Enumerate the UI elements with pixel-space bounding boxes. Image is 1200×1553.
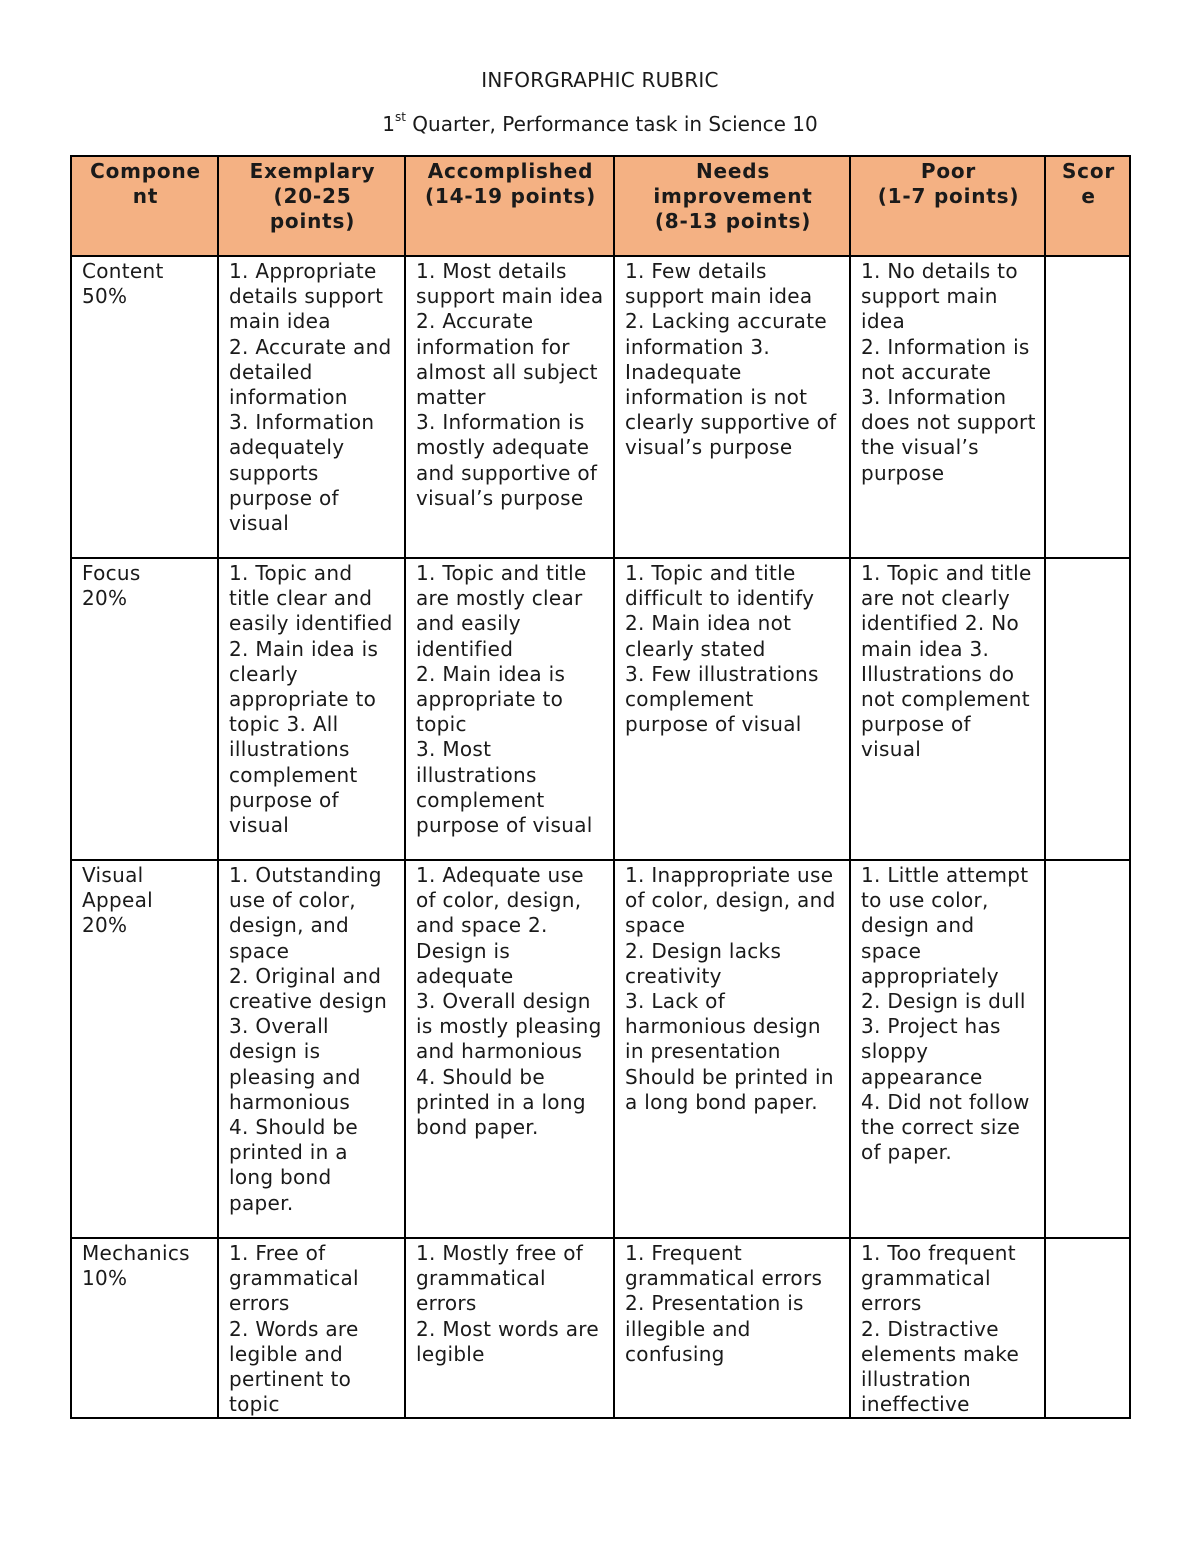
header-line: nt (132, 184, 159, 209)
cell-line: 2. Accurate information for almost all subject matter (416, 309, 598, 410)
cell-line: 3. Overall design is pleasing and harmonious (229, 1014, 361, 1114)
header-line: (20-25 (273, 184, 352, 209)
header-line: (8-13 points) (654, 209, 812, 234)
score-cell[interactable] (1045, 558, 1130, 860)
cell-line: 3. Few illustrations complement purpose of visual (625, 661, 819, 737)
cell-line: 2. Lacking accurate information 3. Inadequate information is not clearly supportive of visual’s purpose (625, 309, 837, 460)
cell-line: Visual (82, 863, 144, 887)
cell-line: 1. Topic and title are mostly clear and easily identified (416, 561, 587, 661)
cell-line: Mechanics (82, 1241, 190, 1265)
subtitle-text: Quarter, Performance task in Science 10 (405, 112, 818, 136)
header-line: Scor (1061, 159, 1116, 183)
header-line: Poor (920, 159, 977, 183)
component-cell (71, 860, 218, 1238)
rubric-table (70, 155, 1131, 1419)
poor-cell (850, 860, 1045, 1238)
header-poor (850, 156, 1045, 256)
accomplished-cell (405, 558, 614, 860)
exemplary-cell (218, 1238, 405, 1418)
exemplary-cell (218, 256, 405, 558)
score-cell[interactable] (1045, 256, 1130, 558)
cell-line: 3. Information is mostly adequate and supportive of visual’s purpose (416, 410, 598, 510)
header-line: points) (269, 209, 356, 234)
cell-line: 1. Frequent grammatical errors (625, 1241, 823, 1291)
cell-line: 1. Adequate use of color, design, and space 2. Design is adequate (416, 863, 584, 988)
cell-line: 2. Main idea not clearly stated (625, 611, 792, 661)
cell-line: 4. Should be printed in a long bond paper. (416, 1064, 586, 1140)
cell-line: 3. Most illustrations complement purpose of visual (416, 737, 593, 838)
cell-line: 1. Topic and title clear and easily identified (229, 561, 393, 636)
cell-line: 2. Design is dull (861, 989, 1026, 1014)
document-subtitle (0, 112, 1200, 136)
cell-line: 3. Information adequately supports purpose of visual (229, 410, 375, 536)
header-exemplary (218, 156, 405, 256)
cell-line: 1. Most details support main idea (416, 259, 604, 309)
cell-line: 1. Topic and title difficult to identify (625, 561, 815, 611)
subtitle-ordinal: 1 (382, 112, 395, 136)
cell-line: 2. Information is not accurate (861, 334, 1030, 384)
cell-line: 1. Mostly free of grammatical errors (416, 1241, 584, 1316)
cell-line: 2. Presentation is illegible and confusing (625, 1291, 804, 1366)
cell-line: Content (82, 259, 164, 283)
cell-line: 50% (82, 284, 128, 309)
cell-line: 1. Too frequent grammatical errors (861, 1241, 1016, 1316)
cell-line: Focus (82, 561, 141, 585)
table-row (71, 256, 1130, 558)
header-line: Accomplished (427, 159, 594, 183)
header-line: (14-19 points) (424, 184, 597, 209)
table-row (71, 558, 1130, 860)
cell-line: 3. Project has sloppy appearance (861, 1014, 1001, 1089)
cell-line: 2. Most words are legible (416, 1316, 599, 1366)
cell-line: 1. Topic and title are not clearly identified 2. No main idea 3. Illustrations do not complement purpose of visual (861, 561, 1032, 762)
component-cell (71, 256, 218, 558)
header-line: (1-7 points) (877, 184, 1020, 209)
component-cell (71, 1238, 218, 1418)
document-title: INFORGRAPHIC RUBRIC (481, 68, 719, 92)
cell-line: 1. Little attempt to use color, design and space appropriately (861, 863, 1029, 988)
cell-line: 2. Distractive elements make illustration ineffective (861, 1316, 1020, 1417)
needs-improvement-cell (614, 558, 850, 860)
cell-line: 3. Overall design is mostly pleasing and harmonious (416, 989, 602, 1064)
header-accomplished (405, 156, 614, 256)
cell-line: 2. Original and creative design (229, 963, 388, 1014)
cell-line: 2. Words are legible and pertinent to topic (229, 1316, 359, 1417)
cell-line: 2. Design lacks creativity (625, 938, 782, 988)
cell-line: 4. Did not follow the correct size of paper. (861, 1089, 1030, 1165)
header-line: Exemplary (249, 159, 376, 183)
cell-line: 2. Main idea is appropriate to topic (416, 661, 566, 737)
cell-line: 3. Lack of harmonious design in presentation Should be printed in a long bond paper. (625, 989, 834, 1114)
rubric-body (71, 256, 1130, 1418)
table-row (71, 860, 1130, 1238)
cell-line: 20% (82, 913, 128, 938)
needs-improvement-cell (614, 860, 850, 1238)
cell-line: 1. Outstanding use of color, design, and space (229, 863, 382, 963)
cell-line: 1. Free of grammatical errors (229, 1241, 359, 1316)
subtitle-ordinal-suffix: st (394, 110, 406, 125)
header-line: e (1081, 184, 1096, 209)
score-cell[interactable] (1045, 1238, 1130, 1418)
needs-improvement-cell (614, 1238, 850, 1418)
accomplished-cell (405, 860, 614, 1238)
header-line: Compone (90, 159, 201, 183)
table-row (71, 1238, 1130, 1418)
component-cell (71, 558, 218, 860)
header-row (71, 156, 1130, 256)
exemplary-cell (218, 860, 405, 1238)
poor-cell (850, 558, 1045, 860)
accomplished-cell (405, 1238, 614, 1418)
cell-line: 1. Inappropriate use of color, design, and space (625, 863, 836, 938)
header-score (1045, 156, 1130, 256)
header-line: Needs (695, 159, 771, 183)
poor-cell (850, 256, 1045, 558)
cell-line: 1. No details to support main idea (861, 259, 1018, 334)
header-component (71, 156, 218, 256)
rubric-header (71, 156, 1130, 256)
accomplished-cell (405, 256, 614, 558)
exemplary-cell (218, 558, 405, 860)
cell-line: 1. Few details support main idea (625, 259, 813, 309)
cell-line: 2. Accurate and detailed information (229, 334, 392, 410)
cell-line: 3. Information does not support the visual’s purpose (861, 385, 1036, 485)
cell-line: Appeal (82, 888, 153, 913)
score-cell[interactable] (1045, 860, 1130, 1238)
poor-cell (850, 1238, 1045, 1418)
cell-line: 10% (82, 1266, 128, 1291)
cell-line: 20% (82, 586, 128, 611)
cell-line: 4. Should be printed in a long bond paper. (229, 1115, 358, 1215)
needs-improvement-cell (614, 256, 850, 558)
header-line: improvement (653, 184, 813, 209)
cell-line: 2. Main idea is clearly appropriate to topic 3. All illustrations complement purpose of visual (229, 636, 379, 838)
cell-line: 1. Appropriate details support main idea (229, 259, 384, 334)
header-needs-improvement (614, 156, 850, 256)
